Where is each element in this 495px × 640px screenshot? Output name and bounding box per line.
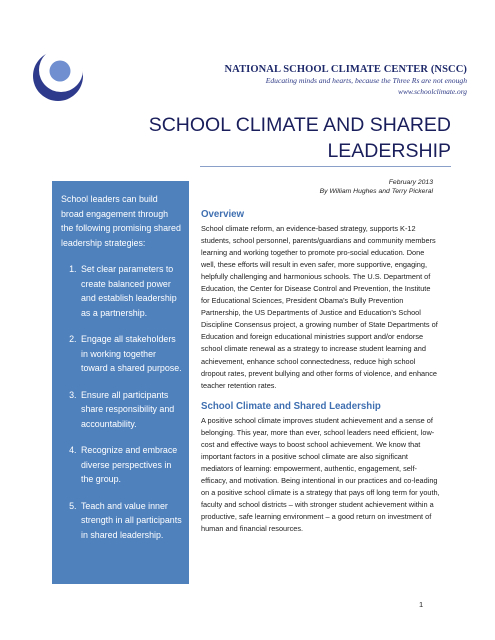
strategy-list [61, 262, 182, 542]
strategy-item: 1. Set clear parameters to create balanced power and establish leadership as a partnership. [79, 262, 182, 320]
nscc-logo-icon [28, 46, 88, 106]
publication-date: February 2013 [388, 179, 433, 186]
page-number: 1 [419, 600, 424, 609]
overview-body: School climate reform, an evidence-based strategy, supports K-12 students, school personnel, parents/guardians and community members learning and working together to promote pro-social education. Done well, these efforts will result in even safer, more supportive, engaging, helpfully challenging and harmonious schools. The U.S. Department of Education, the Center for Disease Control and Prevention, the Institute for Educational Sciences, President Obama’s Bully Prevention Partnership, the US Departments of Justice and Education’s School Discipline Consensus project, a growing number of State Departments of Education and foreign educational ministries support and/or endorse school climate renewal as a strategy to increase student learning and achievement, enhance school connectedness, reduce high school dropout rates, prevent bullying and other forms of violence, and enhance teacher retention rates. [201, 224, 438, 390]
title-line-1: SCHOOL CLIMATE AND SHARED [148, 114, 451, 136]
organization-name: NATIONAL SCHOOL CLIMATE CENTER (NSCC) [224, 64, 467, 75]
strategies-sidebar [52, 181, 189, 584]
main-content [201, 209, 441, 535]
organization-header [167, 64, 467, 96]
strategy-item: 3. Ensure all participants share responsibility and accountability. [79, 388, 182, 432]
document-meta [320, 178, 433, 196]
shared-leadership-body: A positive school climate improves student achievement and a sense of belonging. This year, more than ever, school leaders need efficient, low-cost and effective ways to boost school achievement. We know that important factors in a positive school climate are also significant mediators of learning: empowerment, authentic, engagement, self-efficacy, and motivation. Being intentional in our practices and co-leading on a positive school climate is a strategy that pays off long term for youth, faculty and school districts – with stronger student achievement within a productive, safe learning environment – a good return on investment of human and financial resources. [201, 415, 440, 534]
shared-leadership-heading: School Climate and Shared Leadership [201, 400, 381, 412]
strategy-item: 4. Recognize and embrace diverse perspectives in the group. [79, 443, 182, 487]
title-line-2: LEADERSHIP [327, 140, 451, 162]
sidebar-intro: School leaders can build broad engagement through the following promising shared leadership strategies: [61, 194, 181, 248]
strategy-item: 5. Teach and value inner strength in all participants in shared leadership. [79, 499, 182, 543]
overview-heading: Overview [201, 209, 245, 220]
title-divider [200, 166, 451, 167]
authors-line: By William Hughes and Terry Pickeral [319, 188, 433, 195]
organization-url: www.schoolclimate.org [398, 87, 467, 96]
organization-tagline: Educating minds and hearts, because the Three Rs are not enough [265, 76, 467, 85]
strategy-item: 2. Engage all stakeholders in working together toward a shared purpose. [79, 332, 182, 376]
document-title [149, 112, 451, 164]
